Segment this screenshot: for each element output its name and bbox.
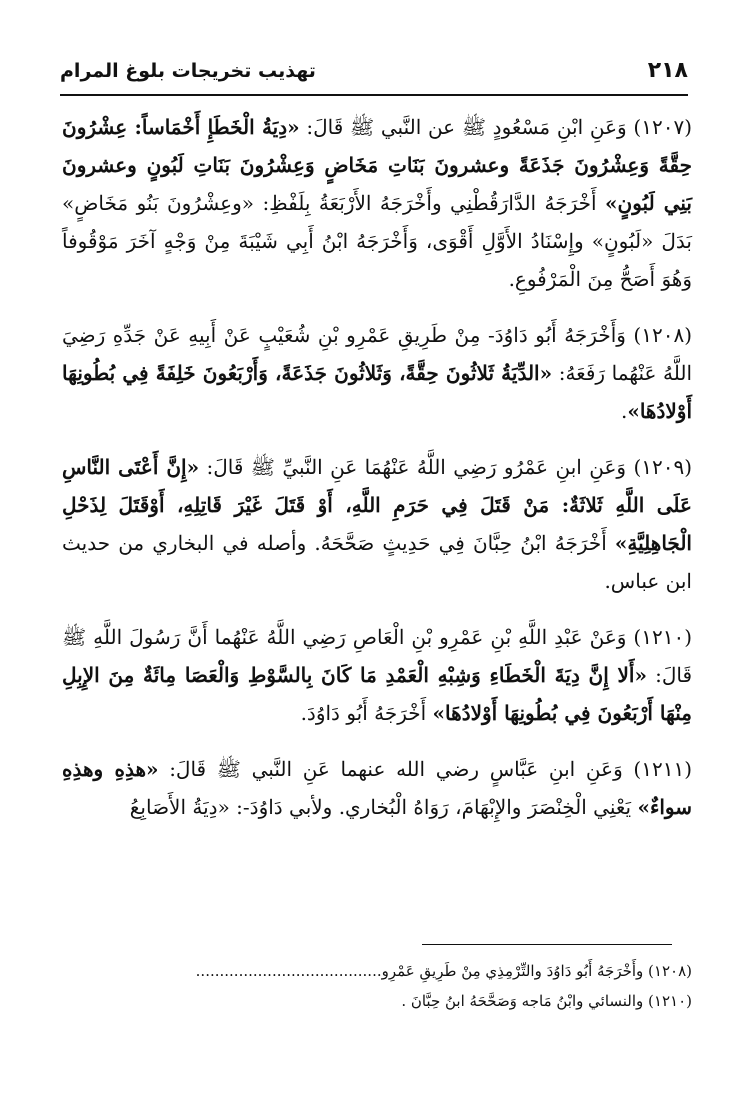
footnote-divider: [422, 944, 672, 945]
footnote-1208: (١٢٠٨) وأَخْرَجَهُ أَبُو دَاوُدَ والتِّرْمِذِي مِنْ طَرِيقِ عَمْرِو.......................................: [195, 962, 692, 980]
entry-intro: وَعَنِ ابْنِ مَسْعُودٍ ﷺ عن النَّبي ﷺ قَالَ:: [306, 115, 627, 139]
hadith-entry-1210: [62, 618, 692, 732]
hadith-text: «دِيَةُ الْخَطَإِ أَخْمَاساً: عِشْرُونَ حِقَّةً وَعِشْرُونَ جَذَعَةً وعشرونَ بَنَاتِ مَخَاضٍ وَعِشْرُونَ بَنَاتِ لَبُونٍ وعشرونَ بَنِي لَبُونٍ»: [62, 115, 692, 215]
entry-number: (١٢٠٨): [633, 323, 692, 347]
hadith-entry-1207: [62, 108, 692, 298]
entry-number: (١٢٠٩): [633, 455, 693, 479]
page-body: [62, 108, 692, 844]
footnote-1210: (١٢١٠) والنسائي وابْنُ مَاجه وَصَحَّحَهُ ابنُ حِبَّانَ .: [401, 992, 692, 1010]
entry-number: (١٢١٠): [633, 625, 693, 649]
entry-intro: وَعَنْ عَبْدِ اللَّهِ بْنِ عَمْرِو بْنِ الْعَاصِ رَضِي اللَّهُ عَنْهُما أَنَّ رَسُولَ اللَّهِ ﷺ قَالَ:: [62, 625, 693, 687]
entry-commentary: أَخْرَجَهُ ابْنُ حِبَّانَ فِي حَدِيثٍ صَحَّحَهُ. وأصله في البخاري من حديث ابن عباس.: [62, 531, 692, 593]
hadith-text: «الدِّيَةُ ثَلاثُونَ حِقَّةً، وَثَلاثُونَ جَذَعَةً، وَأَرْبَعُونَ خَلِفَةً فِي بُطُونِهَا أَوْلادُهَا»: [62, 361, 692, 423]
entry-commentary: يَعْنِي الْخِنْصَرَ والإِبْهَامَ، رَوَاهُ الْبُخاري. ولأبي دَاوُدَ-: «دِيَةُ الأَصَابِعُ: [129, 795, 632, 819]
book-title: تهذيب تخريجات بلوغ المرام: [60, 60, 316, 82]
entry-number: (١٢١١): [633, 757, 693, 781]
hadith-entry-1211: [62, 750, 692, 826]
page-number: ٢١٨: [647, 58, 688, 83]
entry-intro: وَعَنِ ابنِ عَبَّاسٍ رضي الله عنهما عَنِ النَّبي ﷺ قَالَ:: [169, 757, 623, 781]
entry-intro: وَأَخْرَجَهُ أَبُو دَاوُدَ- مِنْ طَرِيقِ عَمْرِو بْنِ شُعَيْبٍ عَنْ أَبِيهِ عَنْ جَدِّهِ رَضِيَ اللَّهُ عَنْهُما رَفَعَهُ:: [62, 323, 693, 385]
hadith-entry-1209: [62, 448, 692, 600]
entry-number: (١٢٠٧): [633, 115, 693, 139]
hadith-entry-1208: [62, 316, 692, 430]
entry-commentary: أَخْرَجَهُ أَبُو دَاوُدَ.: [300, 701, 427, 725]
entry-intro: وَعَنِ ابنِ عَمْرُو رَضِي اللَّهُ عَنْهُمَا عَنِ النَّبيِّ ﷺ قَالَ:: [206, 455, 627, 479]
footnotes: [60, 956, 692, 1016]
entry-commentary: أَخْرَجَهُ الدَّارَقُطْنِي وأَخْرَجَهُ الأَرْبَعَةُ بِلَفْظِ: «وعِشْرُونَ بَنُو مَخَاضٍ» بَدَلَ «لَبُونٍ» وإِسْنَادُ الأَوَّلِ أَقْوَى، وَأَخْرَجَهُ ابْنُ أَبِي شَيْبَةَ مِنْ وَجْهٍ آخَرَ مَوْقُوفاً وَهُوَ أَصَحُّ مِنَ الْمَرْفُوعِ.: [62, 191, 692, 291]
page-header: [60, 58, 688, 96]
hadith-text: «هذِهِ وهذِهِ سواءٌ»: [62, 757, 692, 819]
entry-commentary: .: [620, 399, 628, 423]
hadith-text: «إِنَّ أَعْتَى النَّاسِ عَلَى اللَّهِ ثَلاثَةٌ: مَنْ قَتَلَ فِي حَرَمِ اللَّهِ، أَوْ قَتَلَ غَيْرَ قَاتِلِهِ، أَوْقَتَلَ لِذَحْلِ الْجَاهِلِيَّةِ»: [62, 455, 692, 555]
hadith-text: «أَلا إِنَّ دِيَةَ الْخَطَاءِ وَشِبْهِ الْعَمْدِ مَا كَانَ بِالسَّوْطِ وَالْعَصَا مِائَةٌ مِنَ الإِبِلِ مِنْهَا أَرْبَعُونَ فِي بُطُونِهَا أَوْلادُهَا»: [62, 663, 692, 725]
